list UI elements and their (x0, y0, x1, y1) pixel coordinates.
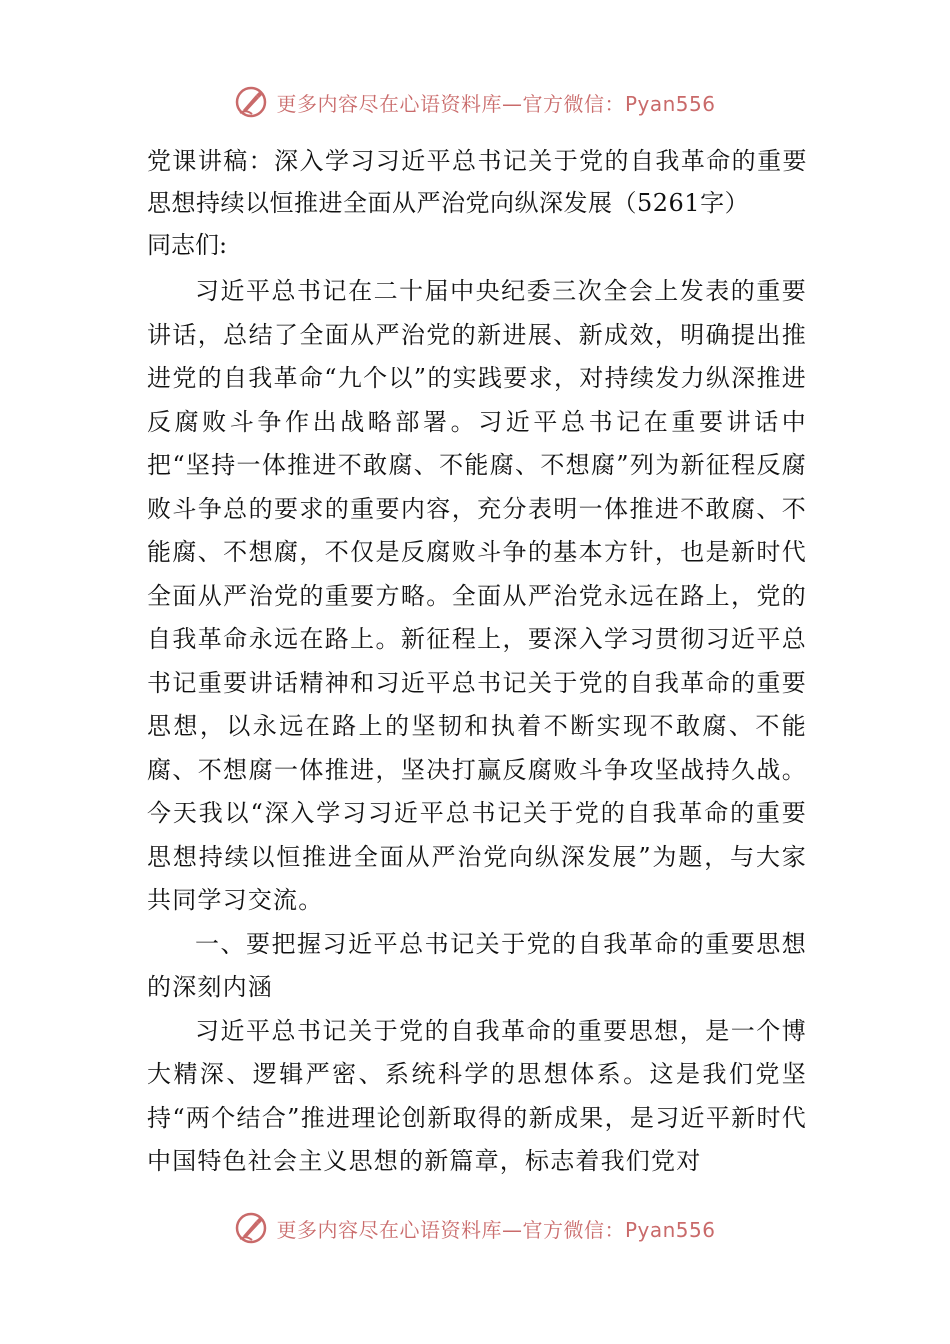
header-watermark-banner (0, 82, 950, 122)
document-title: 党课讲稿：深入学习习近平总书记关于党的自我革命的重要思想持续以恒推进全面从严治党向纵深发展（5261字） (147, 147, 807, 217)
header-watermark-text: 更多内容尽在心语资料库—官方微信：Pyan556 (276, 91, 716, 116)
greeting: 同志们: (147, 231, 228, 259)
pen-seal-logo-icon (234, 85, 268, 119)
document-body (147, 140, 807, 1184)
pen-seal-logo-icon (234, 1211, 268, 1245)
section-heading: 一、要把握习近平总书记关于党的自我革命的重要思想的深刻内涵 (147, 929, 807, 1001)
footer-watermark-banner (0, 1208, 950, 1248)
footer-watermark-text: 更多内容尽在心语资料库—官方微信：Pyan556 (276, 1217, 716, 1242)
intro-paragraph: 习近平总书记在二十届中央纪委三次全会上发表的重要讲话，总结了全面从严治党的新进展、新成效，明确提出推进党的自我革命“九个以”的实践要求，对持续发力纵深推进反腐败斗争作出战略部署。习近平总书记在重要讲话中把“坚持一体推进不敢腐、不能腐、不想腐”列为新征程反腐败斗争总的要求的重要内容，充分表明一体推进不敢腐、不能腐、不想腐，不仅是反腐败斗争的基本方针，也是新时代全面从严治党的重要方略。全面从严治党永远在路上，党的自我革命永远在路上。新征程上，要深入学习贯彻习近平总书记重要讲话精神和习近平总书记关于党的自我革命的重要思想，以永远在路上的坚韧和执着不断实现不敢腐、不能腐、不想腐一体推进，坚决打赢反腐败斗争攻坚战持久战。今天我以“深入学习习近平总书记关于党的自我革命的重要思想持续以恒推进全面从严治党向纵深发展”为题，与大家共同学习交流。 (147, 277, 807, 914)
section-paragraph: 习近平总书记关于党的自我革命的重要思想，是一个博大精深、逻辑严密、系统科学的思想体系。这是我们党坚持“两个结合”推进理论创新取得的新成果，是习近平新时代中国特色社会主义思想的新篇章，标志着我们党对 (147, 1016, 807, 1175)
